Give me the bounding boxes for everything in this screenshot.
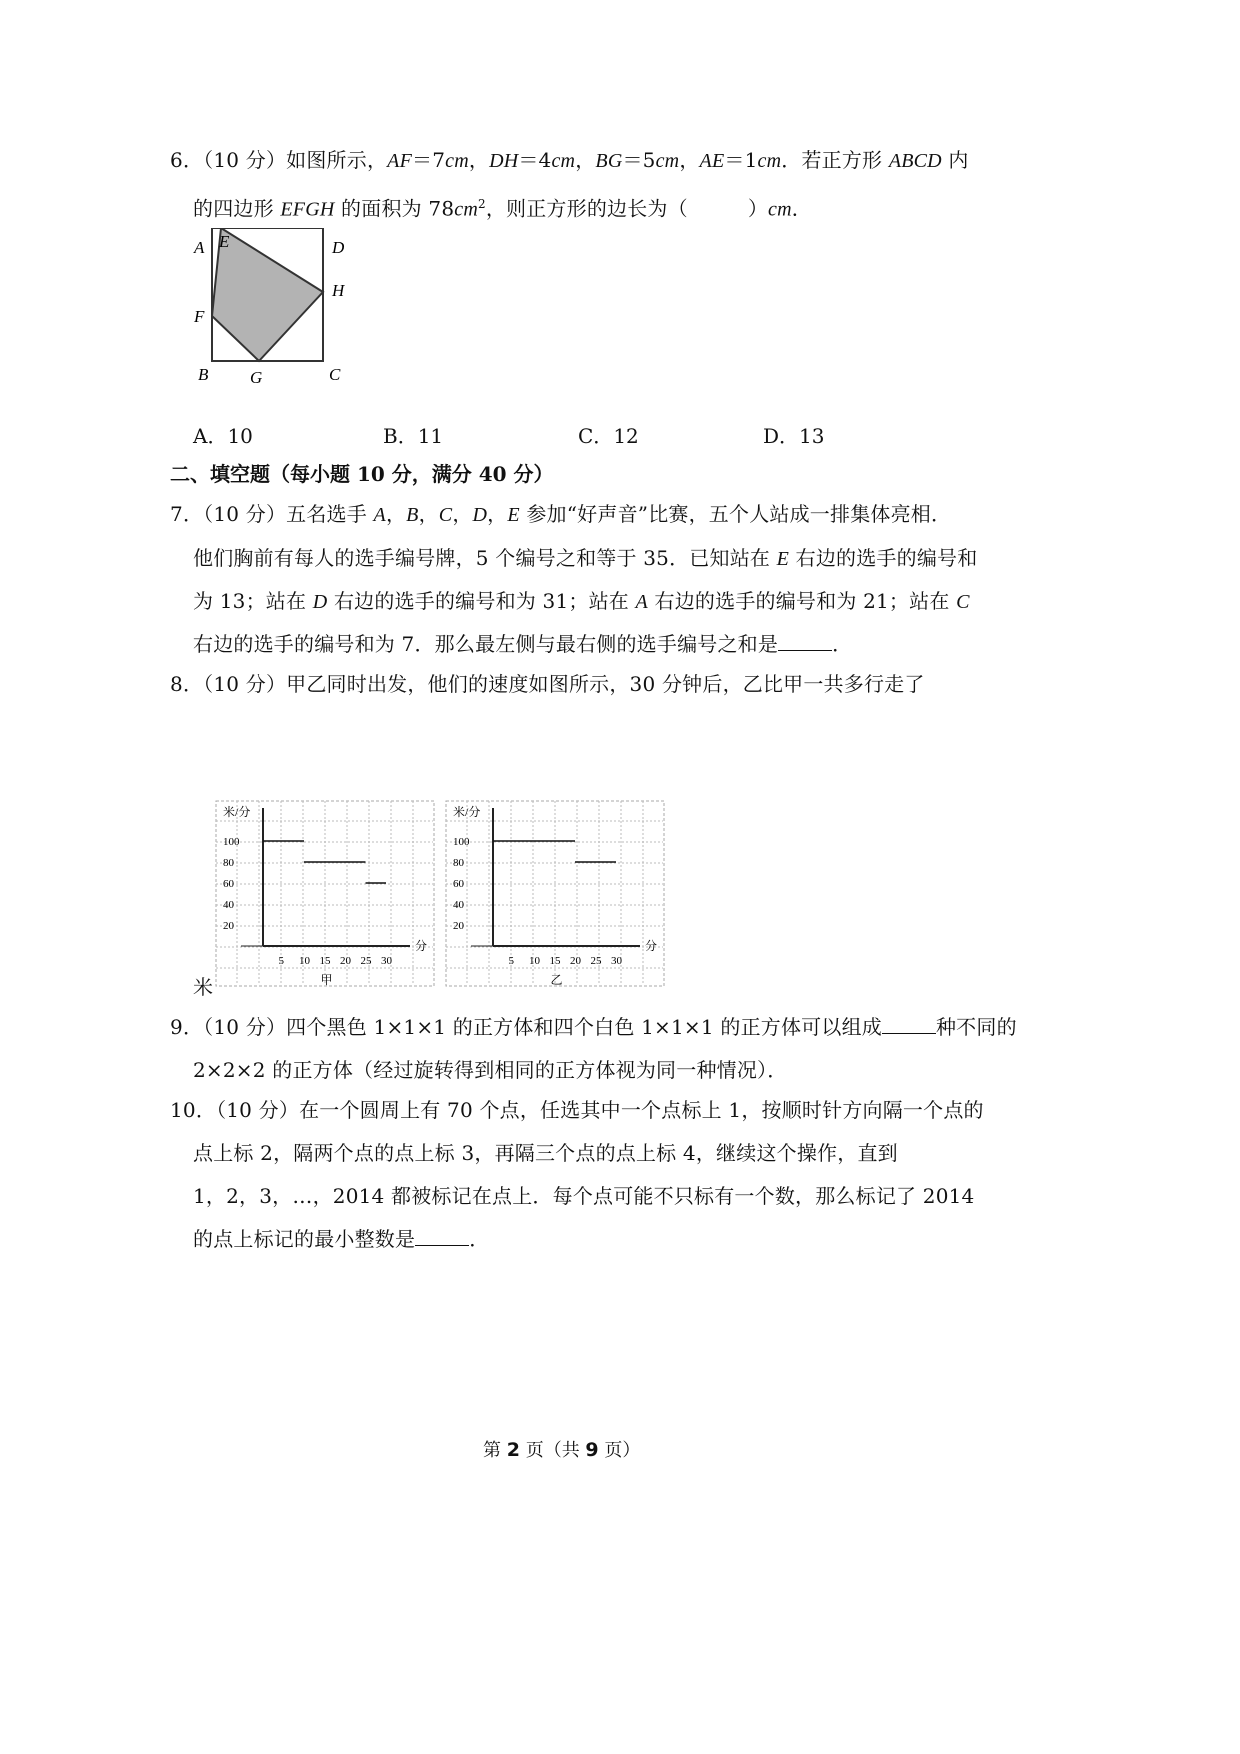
q6-line-1: 6．（10 分）如图所示，AF＝7cm，DH＝4cm，BG＝5cm，AE＝1cm．若正方形 ABCD 内 [170, 148, 969, 172]
x-tick-label: 10 [529, 955, 540, 967]
q9-answer-blank[interactable] [882, 1015, 936, 1034]
label-e: E [219, 232, 230, 251]
q9-line-1: 9．（10 分）四个黑色 1×1×1 的正方体和四个白色 1×1×1 的正方体可以组成 种不同的 [170, 1015, 1017, 1039]
speed-chart-2 [446, 801, 664, 987]
q10-number: 10 [170, 1098, 196, 1122]
y-tick-label: 40 [453, 899, 464, 911]
x-tick-label: 5 [508, 955, 514, 967]
label-b: B [198, 365, 209, 384]
label-f: F [194, 307, 205, 326]
q10-line-1: 10．（10 分）在一个圆周上有 70 个点，任选其中一个点标上 1，按顺时针方向隔一个点的 [170, 1098, 984, 1122]
label-h: H [332, 281, 345, 300]
y-tick-label: 80 [453, 857, 464, 869]
label-g: G [250, 368, 263, 387]
x-tick-label: 15 [549, 955, 561, 967]
page-number: 2 [506, 1439, 520, 1461]
y-axis-label: 米/分 [453, 805, 481, 819]
speed-charts [215, 800, 665, 988]
square-figure [188, 228, 358, 388]
q10-line-3: 1，2，3，…，2014 都被标记在点上．每个点可能不只标有一个数，那么标记了 2014 [193, 1184, 975, 1208]
y-axis-label: 米/分 [223, 805, 251, 819]
y-tick-label: 100 [453, 836, 470, 848]
option-a[interactable]: A．10 [193, 424, 253, 448]
q6-number: 6 [170, 148, 183, 172]
x-axis-label: 分 [415, 939, 428, 953]
q10-line-4: 的点上标记的最小整数是 ． [193, 1227, 490, 1251]
x-tick-label: 30 [611, 955, 622, 967]
y-tick-label: 80 [223, 857, 234, 869]
speed-chart-1 [216, 801, 434, 987]
q7-line-3: 为 13；站在 D 右边的选手的编号和为 31；站在 A 右边的选手的编号和为 21；站在 C [193, 589, 970, 613]
q10-line-2: 点上标 2，隔两个点的点上标 3，再隔三个点的点上标 4，继续这个操作，直到 [193, 1141, 898, 1165]
q10-answer-blank[interactable] [415, 1227, 469, 1246]
option-c[interactable]: C．12 [578, 424, 639, 448]
y-tick-label: 100 [223, 836, 240, 848]
x-tick-label: 15 [319, 955, 331, 967]
q8-number: 8 [170, 672, 183, 696]
q8-line-1: 8．（10 分）甲乙同时出发，他们的速度如图所示，30 分钟后，乙比甲一共多行走了 [170, 672, 925, 696]
x-axis-label: 分 [645, 939, 658, 953]
x-tick-label: 10 [299, 955, 310, 967]
q7-line-4: 右边的选手的编号和为 7．那么最左侧与最右侧的选手编号之和是 ． [193, 632, 853, 656]
x-tick-label: 5 [278, 955, 284, 967]
y-tick-label: 20 [223, 920, 234, 932]
x-tick-label: 20 [570, 955, 581, 967]
q7-answer-blank[interactable] [778, 632, 832, 651]
q6-line-2: 的四边形 EFGH 的面积为 $78cm^2$，则正方形的边长为（ ）cm． [193, 196, 812, 221]
option-b[interactable]: B．11 [383, 424, 444, 448]
y-tick-label: 20 [453, 920, 464, 932]
y-tick-label: 60 [223, 878, 234, 890]
chart-title: 甲 [320, 973, 333, 987]
page-footer: 第 2 页（共 9 页） [483, 1439, 641, 1461]
q7-number: 7 [170, 502, 183, 526]
chart-title: 乙 [550, 973, 563, 987]
q9-line-2: 2×2×2 的正方体（经过旋转得到相同的正方体视为同一种情况）． [193, 1058, 788, 1082]
page-total: 9 [585, 1439, 599, 1461]
label-d: D [332, 238, 345, 257]
option-d[interactable]: D．13 [763, 424, 825, 448]
x-tick-label: 25 [590, 955, 602, 967]
x-tick-label: 20 [340, 955, 351, 967]
label-a: A [194, 238, 205, 257]
q7-line-2: 他们胸前有每人的选手编号牌，5 个编号之和等于 35．已知站在 E 右边的选手的编号和 [193, 546, 978, 570]
section-heading: 二、填空题（每小题 10 分，满分 40 分） [170, 462, 554, 486]
label-c: C [329, 365, 341, 384]
y-tick-label: 60 [453, 878, 464, 890]
q6-score: （10 分） [203, 148, 287, 172]
q9-number: 9 [170, 1015, 183, 1039]
x-tick-label: 25 [360, 955, 372, 967]
y-tick-label: 40 [223, 899, 234, 911]
q8-tail: 米 [193, 975, 214, 999]
x-tick-label: 30 [381, 955, 392, 967]
q7-line-1: 7．（10 分）五名选手 A，B，C，D，E 参加“好声音”比赛，五个人站成一排集体亮相． [170, 502, 952, 526]
